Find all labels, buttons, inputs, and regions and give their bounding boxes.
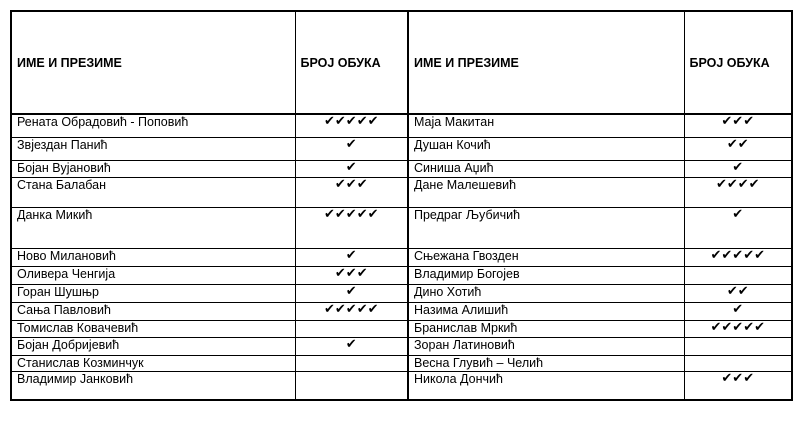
participant-name: Звјездан Панић [11,137,295,160]
participant-name: Весна Глувић – Челић [408,355,684,371]
participant-name: Дино Хотић [408,284,684,302]
participant-name: Ново Милановић [11,248,295,266]
training-count-checks [684,266,792,284]
table-row [11,302,792,320]
participant-name: Томислав Ковачевић [11,320,295,337]
training-count-checks [684,337,792,355]
participant-name: Данка Микић [11,207,295,248]
table-row [11,160,792,177]
training-count-checks: ✔ [684,160,792,177]
training-count-checks: ✔✔ [684,284,792,302]
participant-name: Стана Балабан [11,177,295,207]
training-count-checks: ✔ [684,302,792,320]
count-column-header-right: БРОЈ ОБУКА [684,11,792,114]
table-row [11,355,792,371]
name-column-header: ИМЕ И ПРЕЗИМЕ [11,11,295,114]
training-count-checks [684,355,792,371]
participant-name: Оливера Ченгија [11,266,295,284]
training-count-checks: ✔ [295,137,408,160]
participant-name: Душан Кочић [408,137,684,160]
training-count-checks [295,320,408,337]
training-count-checks: ✔ [295,160,408,177]
table-row [11,320,792,337]
participant-name: Бојан Вујановић [11,160,295,177]
training-count-checks: ✔ [684,207,792,248]
table-row [11,114,792,137]
table-row [11,371,792,400]
training-count-checks: ✔✔✔✔✔ [295,302,408,320]
table-row [11,284,792,302]
training-count-checks: ✔✔ [684,137,792,160]
training-count-checks: ✔ [295,284,408,302]
participant-name: Владимир Богојев [408,266,684,284]
table-row [11,248,792,266]
training-count-checks: ✔✔✔✔✔ [684,248,792,266]
count-column-header: БРОЈ ОБУКА [295,11,408,114]
training-count-checks: ✔✔✔ [295,177,408,207]
participant-name: Владимир Јанковић [11,371,295,400]
training-table [10,10,793,401]
participant-name: Дане Малешевић [408,177,684,207]
table-row [11,266,792,284]
participant-name: Предраг Љубичић [408,207,684,248]
participant-name: Бојан Добријевић [11,337,295,355]
header-row [11,11,792,114]
table-row [11,207,792,248]
participant-name: Синиша Аџић [408,160,684,177]
training-count-checks: ✔✔✔✔✔ [295,114,408,137]
participant-name: Сњежана Гвозден [408,248,684,266]
participant-name: Назима Алишић [408,302,684,320]
participant-name: Горан Шушњр [11,284,295,302]
participant-name: Бранислав Мркић [408,320,684,337]
training-count-checks: ✔✔✔✔✔ [684,320,792,337]
training-count-checks: ✔✔✔ [295,266,408,284]
training-count-checks: ✔✔✔ [684,371,792,400]
training-count-checks [295,371,408,400]
participant-name: Никола Дончић [408,371,684,400]
table-row [11,137,792,160]
training-count-checks: ✔✔✔✔✔ [295,207,408,248]
participant-name: Сања Павловић [11,302,295,320]
participant-name: Станислав Козминчук [11,355,295,371]
participant-name: Рената Обрадовић - Поповић [11,114,295,137]
table-row [11,177,792,207]
participant-name: Зоран Латиновић [408,337,684,355]
training-count-checks: ✔✔✔ [684,114,792,137]
training-count-checks [295,355,408,371]
training-count-checks: ✔ [295,337,408,355]
training-count-checks: ✔ [295,248,408,266]
name-column-header-right: ИМЕ И ПРЕЗИМЕ [408,11,684,114]
participant-name: Маја Макитан [408,114,684,137]
table-row [11,337,792,355]
training-count-checks: ✔✔✔✔ [684,177,792,207]
